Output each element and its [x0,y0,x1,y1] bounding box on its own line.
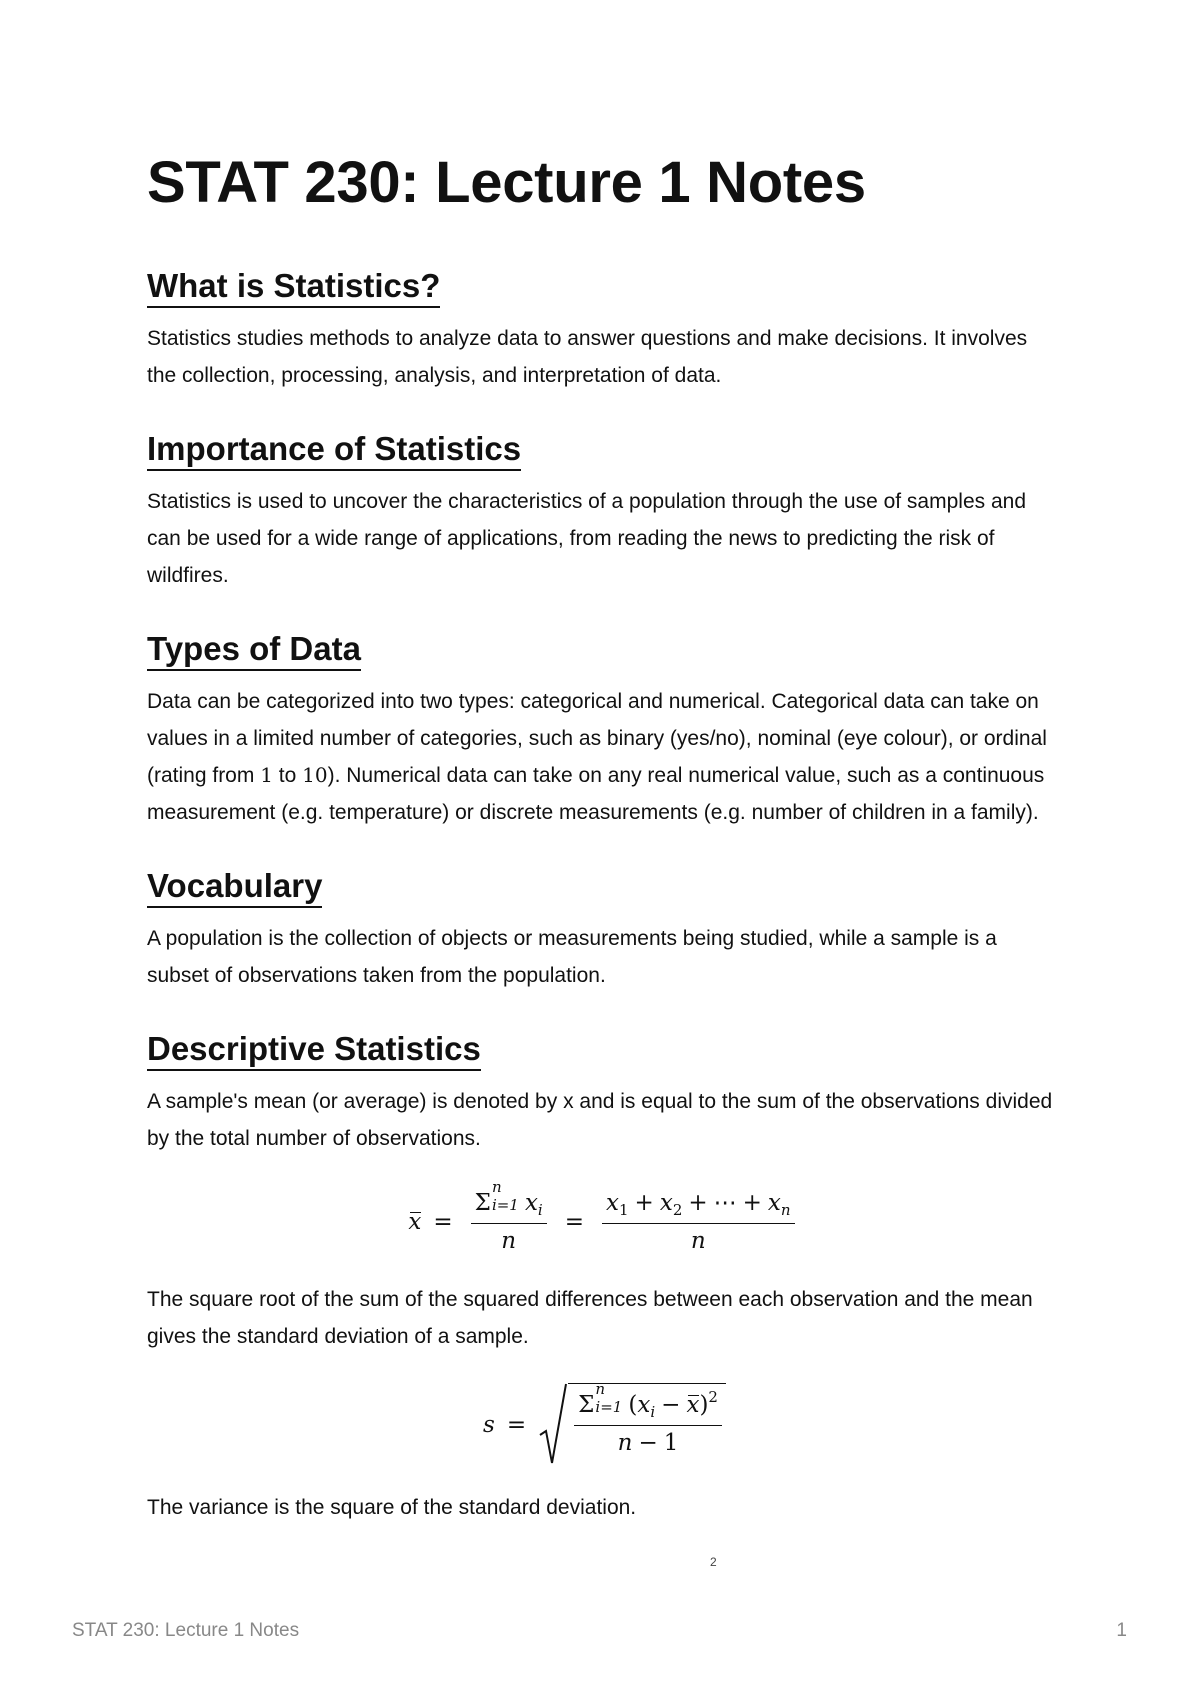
sum-upper-limit: n [595,1380,606,1398]
section-heading: Descriptive Statistics [147,1030,481,1071]
sum-limits [594,1380,628,1416]
page-content [147,150,1062,1526]
section-paragraph: A population is the collection of objects or measurements being studied, while a sample is a subset of observations taken from the population. [147,927,997,987]
footer-title: STAT 230: Lecture 1 Notes [72,1620,300,1641]
sum-limits [491,1178,525,1214]
fraction-denominator [618,1426,679,1456]
plus-sign: + [742,1190,762,1216]
section-paragraph: Statistics studies methods to analyze data to answer questions and make decisions. It involves the collection, processing, analysis, and interpretation of data. [147,327,1028,387]
formula-symbol: x [606,1190,619,1216]
formula-symbol: s [483,1412,495,1438]
minus-sign: − [638,1430,658,1456]
sigma-symbol: Σ [474,1190,491,1216]
formula-subscript: 1 [619,1201,629,1219]
equals-sign: = [506,1412,527,1438]
section-paragraph [147,683,1062,831]
fraction-denominator: n [501,1228,517,1254]
sum-lower-limit: i=1 [491,1196,519,1214]
fraction-numerator [574,1380,722,1426]
paragraph-text: Data can be categorized into two types: categorical and numerical. Categorical data can take on values in a limited number of categories, such as binary (yes/no), nominal (eye colour), or ordinal (rating from [147,690,1047,787]
formula-symbol: x [524,1190,538,1216]
formula-superscript: 2 [708,1388,718,1406]
fraction-denominator: n [690,1228,706,1254]
section-paragraph: The square root of the sum of the squared differences between each observation and the mean gives the standard deviation of a sample. [147,1288,1033,1348]
formula-symbol: x [408,1209,422,1235]
ellipsis: ⋯ [713,1190,737,1216]
fraction-numerator [602,1190,795,1224]
formula-number: 1 [663,1430,679,1456]
sum-upper-limit: n [491,1178,502,1196]
section-heading: Types of Data [147,630,361,671]
formula-symbol: x [659,1190,673,1216]
square-root [538,1380,726,1467]
section-paragraph: Statistics is used to uncover the characteristics of a population through the use of samples and can be used for a wide range of applications, from reading the news to predicting the risk of wildfires. [147,490,1026,587]
fraction [574,1380,722,1456]
section-types-of-data [147,594,1062,831]
radicand [568,1380,726,1467]
formula-symbol: x [637,1392,651,1418]
cut-off-mark: 2 [710,1555,717,1569]
formula-symbol: x [767,1190,781,1216]
section-importance-of-statistics [147,394,1062,594]
sigma-symbol: Σ [578,1392,595,1418]
formula-subscript: i [537,1201,543,1219]
section-descriptive-statistics [147,994,1062,1526]
section-paragraph: A sample's mean (or average) is denoted by x and is equal to the sum of the observations divided by the total number of observations. [147,1090,1053,1150]
section-paragraph: The variance is the square of the standard deviation. [147,1496,637,1519]
formula-subscript: n [780,1201,791,1219]
standard-deviation-formula [147,1380,1062,1467]
paragraph-text: to [272,764,303,787]
math-number: 10 [302,763,328,787]
section-heading: What is Statistics? [147,267,440,308]
plus-sign: + [634,1190,654,1216]
sum-lower-limit: i=1 [595,1398,623,1416]
section-heading: Vocabulary [147,867,322,908]
formula-subscript: i [650,1403,656,1421]
minus-sign: − [661,1392,681,1418]
equals-sign: = [433,1209,453,1235]
section-vocabulary [147,831,1062,994]
paren-open: ( [628,1392,638,1418]
section-what-is-statistics [147,216,1062,394]
math-number: 1 [260,763,273,787]
equals-sign: = [564,1209,585,1235]
section-heading: Importance of Statistics [147,430,521,471]
formula-symbol: n [617,1430,633,1456]
plus-sign: + [688,1190,708,1216]
mean-formula [147,1178,1062,1259]
radical-sign-icon [538,1383,568,1467]
formula-subscript: 2 [672,1201,683,1219]
paragraph-text: ). Numerical data can take on any real numerical value, such as a continuous measurement (e.g. temperature) or discrete measurements (e.g. number of children in a family). [147,764,1045,824]
formula-symbol: x [686,1392,700,1418]
document-title: STAT 230: Lecture 1 Notes [147,150,866,215]
fraction [602,1190,795,1254]
footer-page-number: 1 [1116,1620,1127,1641]
paren-close: ) [699,1392,709,1418]
fraction-numerator [471,1178,547,1224]
fraction [471,1178,547,1254]
